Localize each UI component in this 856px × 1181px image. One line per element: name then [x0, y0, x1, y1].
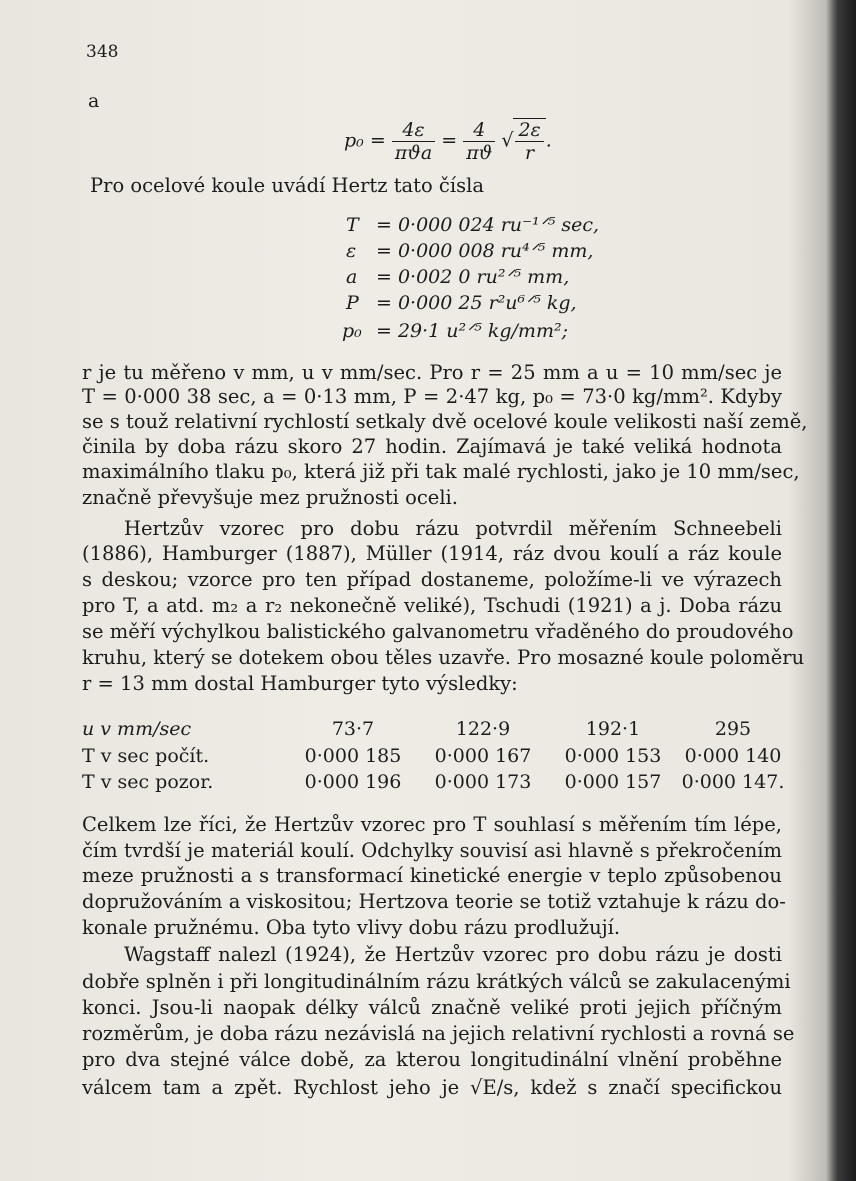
text-line: pro T, a atd. m₂ a r₂ nekonečně veliké), Tschudi (1921) a j. Doba rázu: [82, 594, 782, 617]
formula-sqrt: [513, 118, 545, 164]
table-cell: 0·000 153: [564, 745, 662, 767]
table-row: [82, 771, 785, 793]
table-cell: 0·000 196: [304, 771, 402, 793]
table-cell: 0·000 157: [564, 771, 662, 793]
sqrt-numerator: 2ε: [515, 119, 543, 142]
table-cell: 192·1: [585, 718, 641, 740]
text-line: (1886), Hamburger (1887), Müller (1914, ráz dvou koulí a ráz koule: [82, 542, 782, 565]
text-line: dopružováním a viskositou; Hertzova teorie se totiž vztahuje k rázu do-: [82, 890, 786, 913]
hertz-value-row: = 0·000 024 ru⁻¹ᐟ⁵ sec,: [376, 214, 600, 236]
table-cell: 0·000 147.: [681, 771, 785, 793]
fraction-1-numerator: 4ε: [392, 119, 435, 142]
text-line: T = 0·000 38 sec, a = 0·13 mm, P = 2·47 kg, p₀ = 73·0 kg/mm². Kdyby: [82, 385, 782, 408]
text-line: se s touž relativní rychlostí setkaly dvě ocelové koule velikosti naší země,: [82, 410, 808, 433]
hertz-value-row: = 0·000 25 r²u⁶ᐟ⁵ kg,: [376, 292, 577, 314]
hertz-value-row: T: [346, 214, 359, 236]
book-spine-shadow: [826, 0, 856, 1181]
row-label: u v mm/sec: [82, 718, 192, 740]
hertz-value-row: p₀: [342, 320, 362, 342]
table-cell: 0·000 185: [304, 745, 402, 767]
hertz-value-row: = 29·1 u²ᐟ⁵ kg/mm²;: [376, 320, 568, 342]
formula-lhs: p₀ =: [344, 129, 386, 152]
formula-period: .: [545, 129, 552, 152]
formula-equals: =: [441, 129, 458, 152]
sqrt-denominator: r: [525, 142, 535, 164]
table-cell: 73·7: [331, 718, 375, 740]
formula-fraction-2: [463, 119, 495, 164]
table-cell: 295: [714, 718, 752, 740]
text-line: kruhu, který se dotekem obou těles uzavře. Pro mosazné koule poloměru: [82, 646, 805, 669]
formula-p0: [344, 118, 552, 164]
fraction-2-denominator: πϑ: [466, 142, 493, 164]
text-line: konci. Jsou-li naopak délky válců značně veliké proti jejich příčným: [82, 996, 782, 1019]
table-cell: 0·000 167: [434, 745, 532, 767]
intro-word: a: [88, 90, 100, 112]
text-line: značně převyšuje mez pružnosti oceli.: [82, 486, 458, 509]
text-line: Celkem lze říci, že Hertzův vzorec pro T souhlasí s měřením tím lépe,: [82, 813, 782, 836]
text-line: meze pružnosti a s transformací kinetické energie v teplo způsobenou: [82, 864, 782, 887]
table-cell: 0·000 140: [684, 745, 782, 767]
hertz-value-row: = 0·000 008 ru⁴ᐟ⁵ mm,: [376, 240, 594, 262]
text-line: válcem tam a zpět. Rychlost jeho je √E/s, kdež s značí specifickou: [82, 1076, 782, 1099]
text-line: se měří výchylkou balistického galvanometru vřaděného do proudového: [82, 620, 794, 643]
text-line: Hertzův vzorec pro dobu rázu potvrdil měřením Schneebeli: [124, 517, 782, 540]
text-line: čím tvrdší je materiál koulí. Odchylky souvisí asi hlavně s překročením: [82, 839, 782, 862]
row-label: T v sec počít.: [82, 745, 210, 767]
fraction-2-numerator: 4: [463, 119, 495, 142]
text-line: s deskou; vzorce pro ten případ dostaneme, položíme-li ve výrazech: [82, 568, 782, 591]
hertz-value-row: = 0·002 0 ru²ᐟ⁵ mm,: [376, 266, 570, 288]
sqrt-icon: √: [501, 129, 514, 152]
text-line: pro dva stejné válce době, za kterou longitudinální vlnění proběhne: [82, 1048, 782, 1071]
text-line: činila by doba rázu skoro 27 hodin. Zajímavá je také veliká hodnota: [82, 435, 782, 458]
text-line: dobře splněn i při longitudinálním rázu krátkých válců se zakulacenými: [82, 970, 791, 993]
table-row: [82, 745, 782, 767]
text-line: konale pružnému. Oba tyto vlivy dobu rázu prodlužují.: [82, 916, 621, 939]
table-cell: 0·000 173: [434, 771, 532, 793]
hertz-value-row: P: [346, 292, 359, 314]
table-cell: 122·9: [455, 718, 511, 740]
page-number: 348: [86, 42, 119, 62]
text-line: r = 13 mm dostal Hamburger tyto výsledky:: [82, 672, 518, 695]
text-line: r je tu měřeno v mm, u v mm/sec. Pro r = 25 mm a u = 10 mm/sec je: [82, 361, 782, 384]
row-label: T v sec pozor.: [82, 771, 214, 793]
text-line: Wagstaff nalezl (1924), že Hertzův vzorec pro dobu rázu je dosti: [124, 943, 782, 966]
hertz-value-row: a: [346, 266, 358, 288]
table-row: [82, 718, 782, 740]
text-line: rozměrům, je doba rázu nezávislá na jejich relativní rychlosti a rovná se: [82, 1022, 795, 1045]
hertz-intro: Pro ocelové koule uvádí Hertz tato čísla: [90, 174, 484, 197]
hertz-value-row: ε: [346, 240, 357, 262]
formula-fraction-1: [392, 119, 435, 164]
fraction-1-denominator: πϑa: [394, 142, 433, 164]
text-line: maximálního tlaku p₀, která již při tak malé rychlosti, jako je 10 mm/sec,: [82, 460, 800, 483]
